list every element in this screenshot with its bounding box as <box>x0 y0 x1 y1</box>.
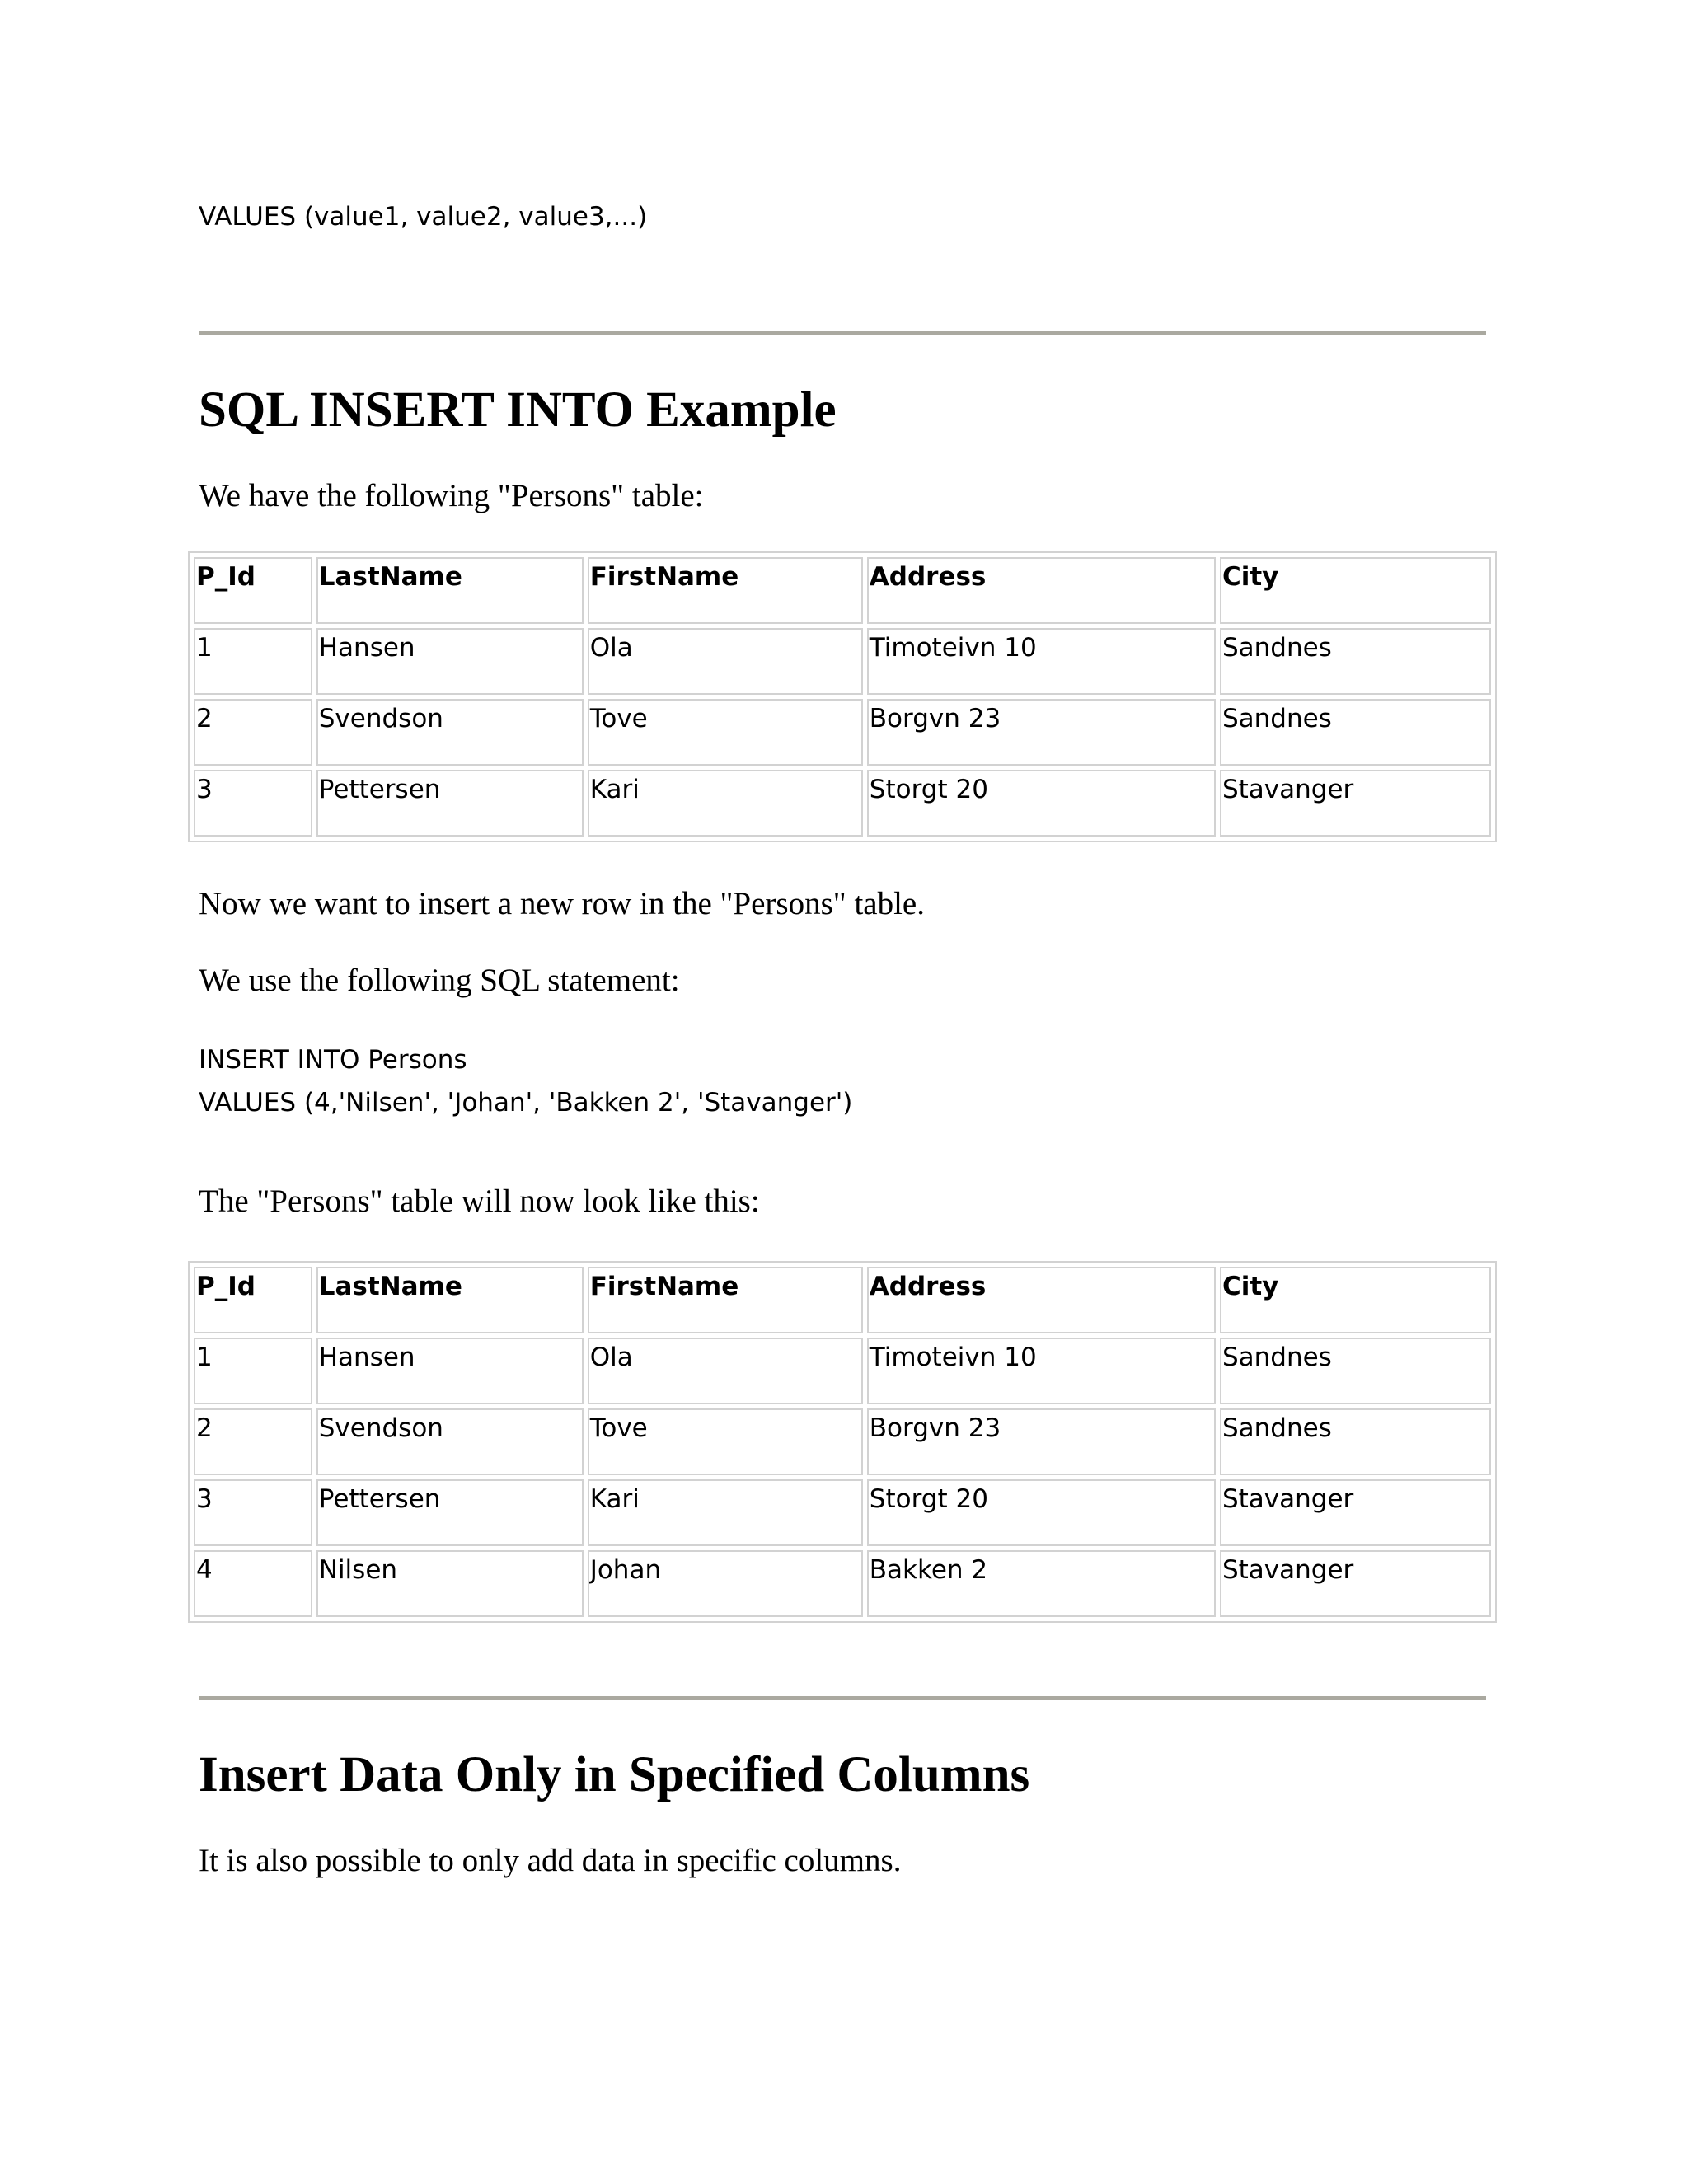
cell-firstname: Kari <box>588 770 863 837</box>
column-header-address: Address <box>867 557 1216 624</box>
result-intro-paragraph: The "Persons" table will now look like this: <box>199 1183 760 1219</box>
cell-lastname: Nilsen <box>316 1550 584 1617</box>
cell-p-id: 2 <box>194 699 312 766</box>
sql-statement-line-2: VALUES (4,'Nilsen', 'Johan', 'Bakken 2', 'Stavanger') <box>199 1088 853 1118</box>
cell-address: Bakken 2 <box>867 1550 1216 1617</box>
cell-address: Borgvn 23 <box>867 1408 1216 1475</box>
cell-firstname: Tove <box>588 699 863 766</box>
table-row <box>194 1550 1491 1617</box>
cell-p-id: 1 <box>194 628 312 695</box>
cell-city: Sandnes <box>1220 1338 1491 1404</box>
table-row <box>194 699 1491 766</box>
syntax-values-line: VALUES (value1, value2, value3,...) <box>199 202 648 232</box>
cell-address: Storgt 20 <box>867 770 1216 837</box>
cell-city: Sandnes <box>1220 628 1491 695</box>
table-row <box>194 1479 1491 1546</box>
section-heading-insert-example: SQL INSERT INTO Example <box>199 382 837 438</box>
cell-city: Sandnes <box>1220 699 1491 766</box>
section-heading-specified-columns: Insert Data Only in Specified Columns <box>199 1747 1030 1802</box>
column-header-firstname: FirstName <box>588 1267 863 1333</box>
persons-table-after <box>188 1261 1497 1623</box>
cell-city: Stavanger <box>1220 770 1491 837</box>
cell-address: Timoteivn 10 <box>867 1338 1216 1404</box>
cell-city: Stavanger <box>1220 1550 1491 1617</box>
sql-statement-line-1: INSERT INTO Persons <box>199 1045 467 1075</box>
column-header-lastname: LastName <box>316 557 584 624</box>
cell-lastname: Hansen <box>316 628 584 695</box>
specified-columns-paragraph: It is also possible to only add data in specific columns. <box>199 1843 902 1878</box>
cell-firstname: Johan <box>588 1550 863 1617</box>
column-header-city: City <box>1220 557 1491 624</box>
column-header-lastname: LastName <box>316 1267 584 1333</box>
table-row <box>194 1408 1491 1475</box>
column-header-p-id: P_Id <box>194 1267 312 1333</box>
intro-paragraph: We have the following "Persons" table: <box>199 478 704 513</box>
cell-city: Sandnes <box>1220 1408 1491 1475</box>
persons-table-before <box>188 551 1497 842</box>
section-divider <box>199 331 1486 335</box>
statement-intro-paragraph: We use the following SQL statement: <box>199 963 680 998</box>
column-header-city: City <box>1220 1267 1491 1333</box>
cell-city: Stavanger <box>1220 1479 1491 1546</box>
table-header-row <box>194 1267 1491 1333</box>
cell-lastname: Pettersen <box>316 770 584 837</box>
cell-p-id: 4 <box>194 1550 312 1617</box>
table-row <box>194 770 1491 837</box>
cell-lastname: Svendson <box>316 1408 584 1475</box>
cell-p-id: 2 <box>194 1408 312 1475</box>
cell-address: Borgvn 23 <box>867 699 1216 766</box>
table-header-row <box>194 557 1491 624</box>
cell-address: Storgt 20 <box>867 1479 1216 1546</box>
cell-p-id: 3 <box>194 1479 312 1546</box>
cell-lastname: Pettersen <box>316 1479 584 1546</box>
insert-row-paragraph: Now we want to insert a new row in the "Persons" table. <box>199 886 925 921</box>
cell-firstname: Ola <box>588 628 863 695</box>
section-divider <box>199 1696 1486 1700</box>
table-row <box>194 628 1491 695</box>
column-header-p-id: P_Id <box>194 557 312 624</box>
table-row <box>194 1338 1491 1404</box>
cell-p-id: 1 <box>194 1338 312 1404</box>
column-header-address: Address <box>867 1267 1216 1333</box>
column-header-firstname: FirstName <box>588 557 863 624</box>
cell-firstname: Kari <box>588 1479 863 1546</box>
cell-lastname: Hansen <box>316 1338 584 1404</box>
cell-lastname: Svendson <box>316 699 584 766</box>
cell-address: Timoteivn 10 <box>867 628 1216 695</box>
cell-firstname: Tove <box>588 1408 863 1475</box>
cell-firstname: Ola <box>588 1338 863 1404</box>
cell-p-id: 3 <box>194 770 312 837</box>
